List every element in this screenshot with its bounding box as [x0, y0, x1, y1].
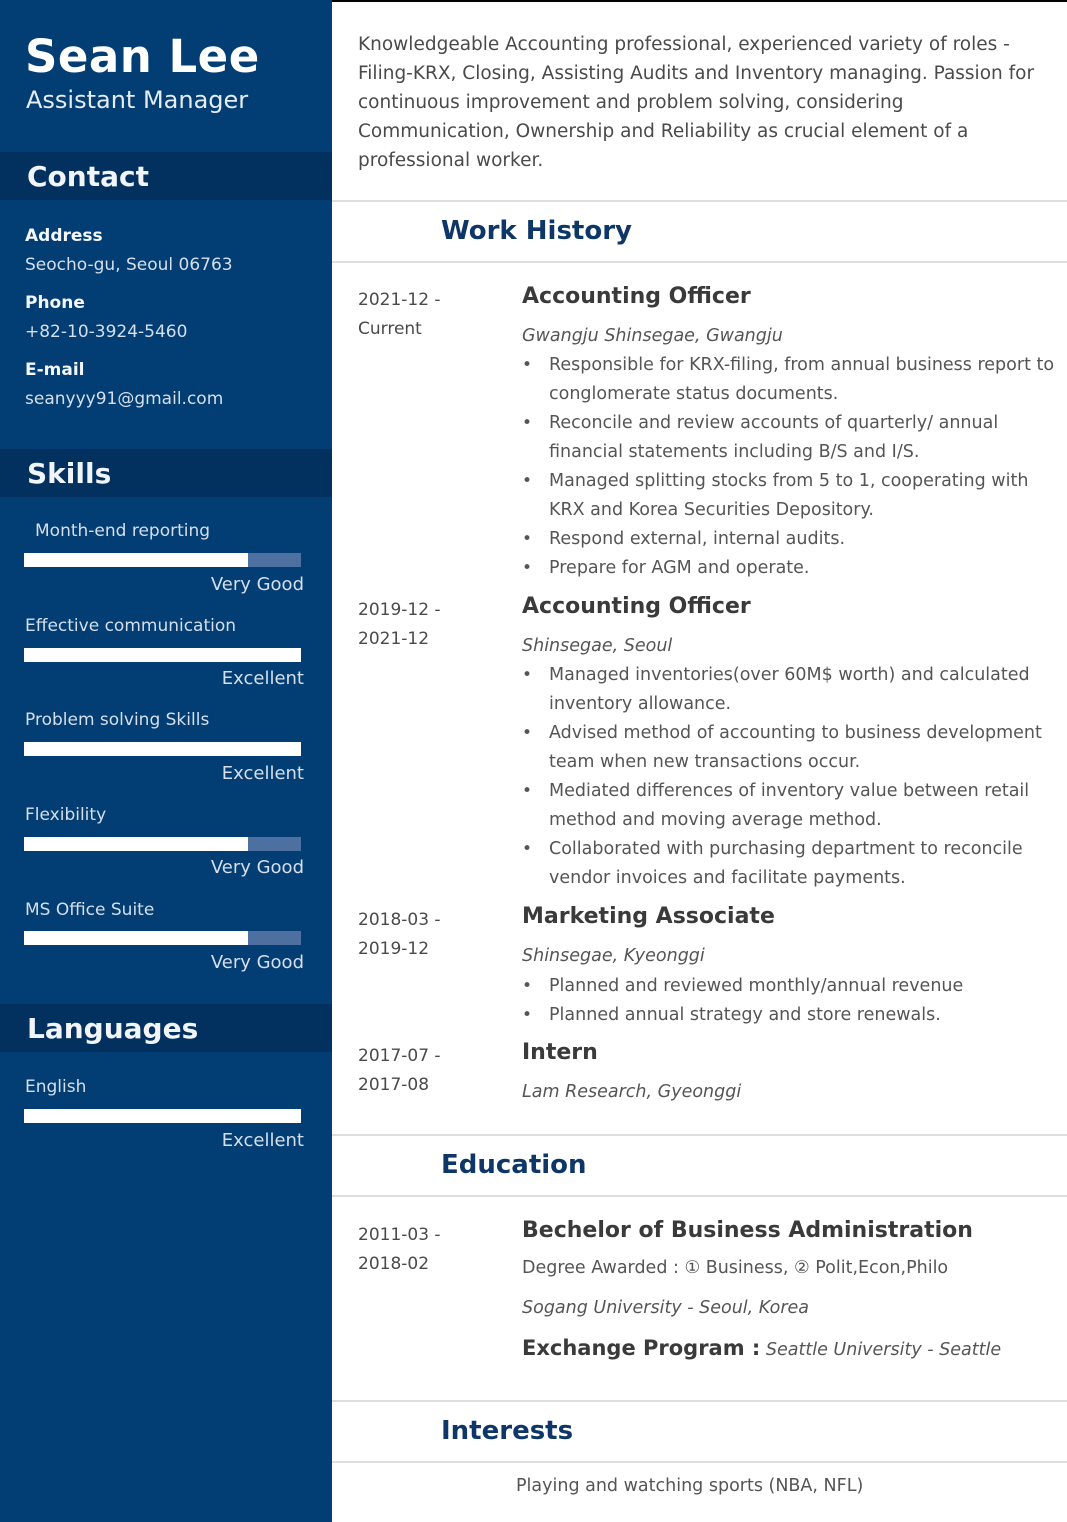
job-bullet: • Responsible for KRX-filing, from annual business report to conglomerate status documents.: [522, 351, 1062, 409]
skill-bar: [24, 837, 301, 851]
skill-level: Excellent: [221, 668, 304, 689]
skill-level: Excellent: [221, 763, 304, 784]
job-bullet: • Collaborated with purchasing department to reconcile vendor invoices and facilitate payments.: [522, 835, 1062, 893]
job-bullet: • Planned annual strategy and store renewals.: [522, 1001, 1062, 1030]
work-history-header: [332, 200, 1067, 263]
skill-bar-fill: [24, 553, 248, 567]
language-bar: [24, 1109, 301, 1123]
edu-date-start: 2011-03 -: [358, 1225, 441, 1245]
job-role: Marketing Associate: [522, 904, 775, 929]
job-bullet: • Advised method of accounting to business development team when new transactions occur.: [522, 719, 1062, 777]
sidebar: [0, 0, 332, 1522]
phone-label: Phone: [25, 293, 85, 313]
contact-heading-band: [0, 152, 332, 200]
job-bullets: [522, 661, 1062, 893]
job-bullet: • Respond external, internal audits.: [522, 525, 1062, 554]
email-value[interactable]: seanyyy91@gmail.com: [25, 389, 224, 409]
interests-header: [332, 1400, 1067, 1463]
contact-heading: Contact: [27, 160, 149, 193]
work-history-heading: Work History: [441, 216, 632, 246]
job-role: Accounting Officer: [522, 284, 751, 309]
job-bullets: [522, 351, 1062, 583]
job-bullet: • Mediated differences of inventory value between retail method and moving average method.: [522, 777, 1062, 835]
skill-bar: [24, 742, 301, 756]
job-role: Accounting Officer: [522, 594, 751, 619]
job-date-start: 2018-03 -: [358, 910, 441, 930]
skill-name: MS Office Suite: [25, 900, 155, 920]
interest-item: Playing and watching sports (NBA, NFL): [516, 1476, 864, 1496]
skills-heading-band: [0, 449, 332, 497]
language-name: English: [25, 1077, 87, 1097]
job-company: Shinsegae, Seoul: [522, 636, 673, 656]
job-bullet: • Planned and reviewed monthly/annual revenue: [522, 972, 1062, 1001]
exchange-label: Exchange Program :: [522, 1336, 761, 1360]
edu-school: Sogang University - Seoul, Korea: [522, 1298, 810, 1318]
skill-level: Very Good: [210, 952, 304, 973]
candidate-name: Sean Lee: [25, 30, 260, 83]
edu-awarded: Degree Awarded : ① Business, ② Polit,Econ,Philo: [522, 1258, 949, 1278]
exchange-value: Seattle University - Seattle: [765, 1340, 1002, 1360]
candidate-title: Assistant Manager: [26, 86, 249, 114]
skill-level: Very Good: [210, 857, 304, 878]
skill-name: Flexibility: [25, 805, 107, 825]
education-heading: Education: [441, 1150, 587, 1180]
edu-degree: Bechelor of Business Administration: [522, 1218, 973, 1243]
job-bullet: • Reconcile and review accounts of quarterly/ annual financial statements including B/S and I/S.: [522, 409, 1062, 467]
edu-date-end: 2018-02: [358, 1254, 430, 1274]
skill-level: Very Good: [210, 574, 304, 595]
skill-bar: [24, 648, 301, 662]
job-bullet: • Prepare for AGM and operate.: [522, 554, 1062, 583]
job-role: Intern: [522, 1040, 598, 1065]
main-content: [332, 0, 1067, 1522]
job-date-start: 2021-12 -: [358, 290, 441, 310]
edu-exchange: [522, 1336, 1001, 1360]
job-company: Gwangju Shinsegae, Gwangju: [522, 326, 783, 346]
skill-bar-fill: [24, 837, 248, 851]
job-bullet: • Managed inventories(over 60M$ worth) and calculated inventory allowance.: [522, 661, 1062, 719]
job-date-start: 2019-12 -: [358, 600, 441, 620]
skill-name: Month-end reporting: [35, 521, 211, 541]
language-level: Excellent: [221, 1130, 304, 1151]
professional-summary: Knowledgeable Accounting professional, experienced variety of roles - Filing-KRX, Closing, Assisting Audits and Inventory managing. Passion for continuous improvement and problem solving, considering Communication, Ownership and Reliability as crucial element of a professional worker.: [358, 34, 1035, 171]
job-bullet: • Managed splitting stocks from 5 to 1, cooperating with KRX and Korea Securities Depository.: [522, 467, 1062, 525]
job-date-end: 2019-12: [358, 939, 430, 959]
job-date-end: 2021-12: [358, 629, 430, 649]
skill-bar-fill: [24, 742, 301, 756]
skill-name: Problem solving Skills: [25, 710, 210, 730]
phone-value[interactable]: +82-10-3924-5460: [25, 322, 188, 342]
languages-heading-band: [0, 1004, 332, 1052]
skill-bar: [24, 931, 301, 945]
address-label: Address: [25, 226, 103, 246]
skill-name: Effective communication: [25, 616, 237, 636]
email-label: E-mail: [25, 360, 85, 380]
job-date-start: 2017-07 -: [358, 1046, 441, 1066]
job-company: Shinsegae, Kyeonggi: [522, 946, 705, 966]
languages-heading: Languages: [27, 1012, 199, 1045]
skills-heading: Skills: [27, 457, 112, 490]
job-date-end: Current: [358, 319, 422, 339]
skill-bar-fill: [24, 648, 301, 662]
job-company: Lam Research, Gyeonggi: [522, 1082, 742, 1102]
skill-bar: [24, 553, 301, 567]
job-bullets: [522, 972, 1062, 1030]
language-bar-fill: [24, 1109, 301, 1123]
education-header: [332, 1134, 1067, 1197]
job-date-end: 2017-08: [358, 1075, 430, 1095]
skill-bar-fill: [24, 931, 248, 945]
interests-heading: Interests: [441, 1416, 574, 1446]
address-value: Seocho-gu, Seoul 06763: [25, 255, 233, 275]
